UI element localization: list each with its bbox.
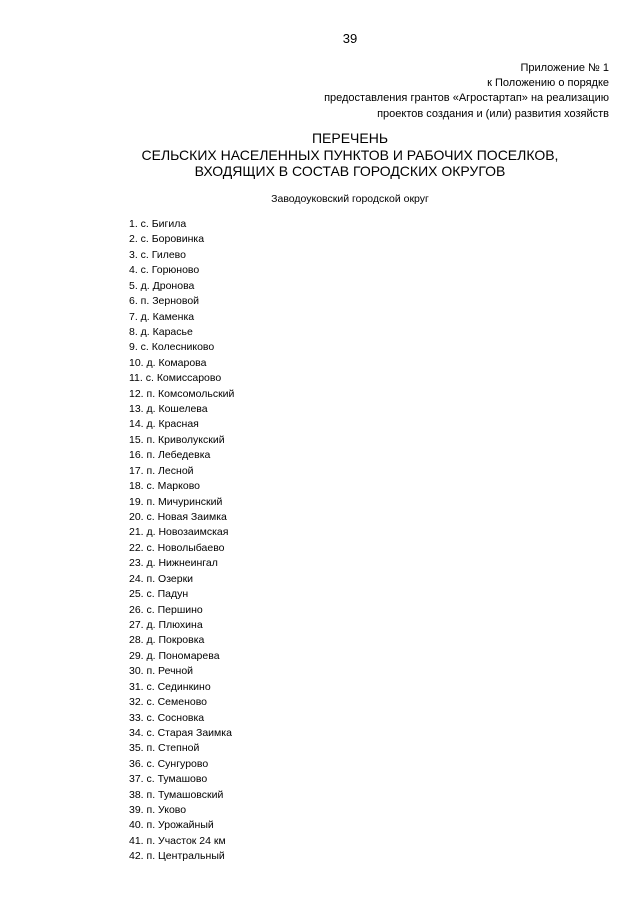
settlement-item: 42. п. Центральный: [129, 850, 225, 863]
appendix-note: [324, 61, 609, 122]
settlement-item: 13. д. Кошелева: [129, 403, 208, 416]
settlement-item: 11. с. Комиссарово: [129, 372, 222, 385]
document-title: [0, 130, 640, 180]
settlement-item: 23. д. Нижнеингал: [129, 557, 218, 570]
settlement-item: 36. с. Сунгурово: [129, 757, 209, 770]
settlement-item: 3. с. Гилево: [129, 248, 186, 261]
appendix-line: предоставления грантов «Агростартап» на реализацию: [324, 92, 609, 105]
settlement-item: 22. с. Новолыбаево: [129, 541, 225, 554]
settlement-list: [129, 217, 234, 865]
page-number: 39: [342, 31, 358, 46]
settlement-item: 24. п. Озерки: [129, 572, 194, 585]
settlement-item: 12. п. Комсомольский: [129, 387, 235, 400]
settlement-item: 28. д. Покровка: [129, 634, 205, 647]
settlement-item: 6. п. Зерновой: [129, 295, 200, 308]
title-line: СЕЛЬСКИХ НАСЕЛЕННЫХ ПУНКТОВ И РАБОЧИХ ПОСЕЛКОВ,: [141, 146, 559, 163]
settlement-item: 21. д. Новозаимская: [129, 526, 229, 539]
settlement-item: 1. с. Бигила: [129, 218, 187, 230]
settlement-item: 19. п. Мичуринский: [129, 495, 223, 508]
settlement-item: 40. п. Урожайный: [129, 819, 214, 832]
settlement-item: 33. с. Сосновка: [129, 711, 205, 724]
settlement-item: 16. п. Лебедевка: [129, 449, 211, 462]
title-line: ВХОДЯЩИХ В СОСТАВ ГОРОДСКИХ ОКРУГОВ: [194, 163, 506, 179]
district-heading: Заводоуковский городской округ: [271, 193, 429, 205]
settlement-item: 32. с. Семеново: [129, 696, 208, 709]
settlement-item: 2. с. Боровинка: [129, 233, 205, 246]
settlement-item: 35. п. Степной: [129, 742, 200, 755]
settlement-item: 20. с. Новая Заимка: [129, 511, 227, 524]
settlement-item: 15. п. Криволукский: [129, 433, 225, 446]
settlement-item: 39. п. Уково: [129, 804, 187, 817]
appendix-line: Приложение № 1: [520, 62, 609, 74]
settlement-item: 9. с. Колесниково: [129, 341, 215, 354]
settlement-item: 10. д. Комарова: [129, 356, 207, 369]
appendix-line: к Положению о порядке: [487, 77, 609, 90]
settlement-item: 25. с. Падун: [129, 588, 189, 601]
settlement-item: 5. д. Дронова: [129, 279, 195, 292]
settlement-item: 41. п. Участок 24 км: [129, 834, 226, 847]
settlement-item: 38. п. Тумашовский: [129, 788, 224, 801]
settlement-item: 7. д. Каменка: [129, 310, 195, 323]
settlement-item: 27. д. Плюхина: [129, 618, 203, 631]
settlement-item: 4. с. Горюново: [129, 264, 200, 277]
settlement-item: 26. с. Першино: [129, 603, 203, 616]
settlement-item: 8. д. Карасье: [129, 325, 193, 338]
settlement-item: 18. с. Марково: [129, 480, 200, 493]
appendix-line: проектов создания и (или) развития хозяйств: [377, 107, 609, 120]
settlement-item: 34. с. Старая Заимка: [129, 726, 232, 739]
title-line: ПЕРЕЧЕНЬ: [311, 130, 389, 146]
settlement-item: 17. п. Лесной: [129, 464, 194, 477]
settlement-item: 37. с. Тумашово: [129, 773, 208, 786]
settlement-item: 14. д. Красная: [129, 418, 199, 431]
settlement-item: 30. п. Речной: [129, 665, 194, 678]
settlement-item: 29. д. Пономарева: [129, 649, 220, 662]
settlement-item: 31. с. Сединкино: [129, 680, 211, 693]
